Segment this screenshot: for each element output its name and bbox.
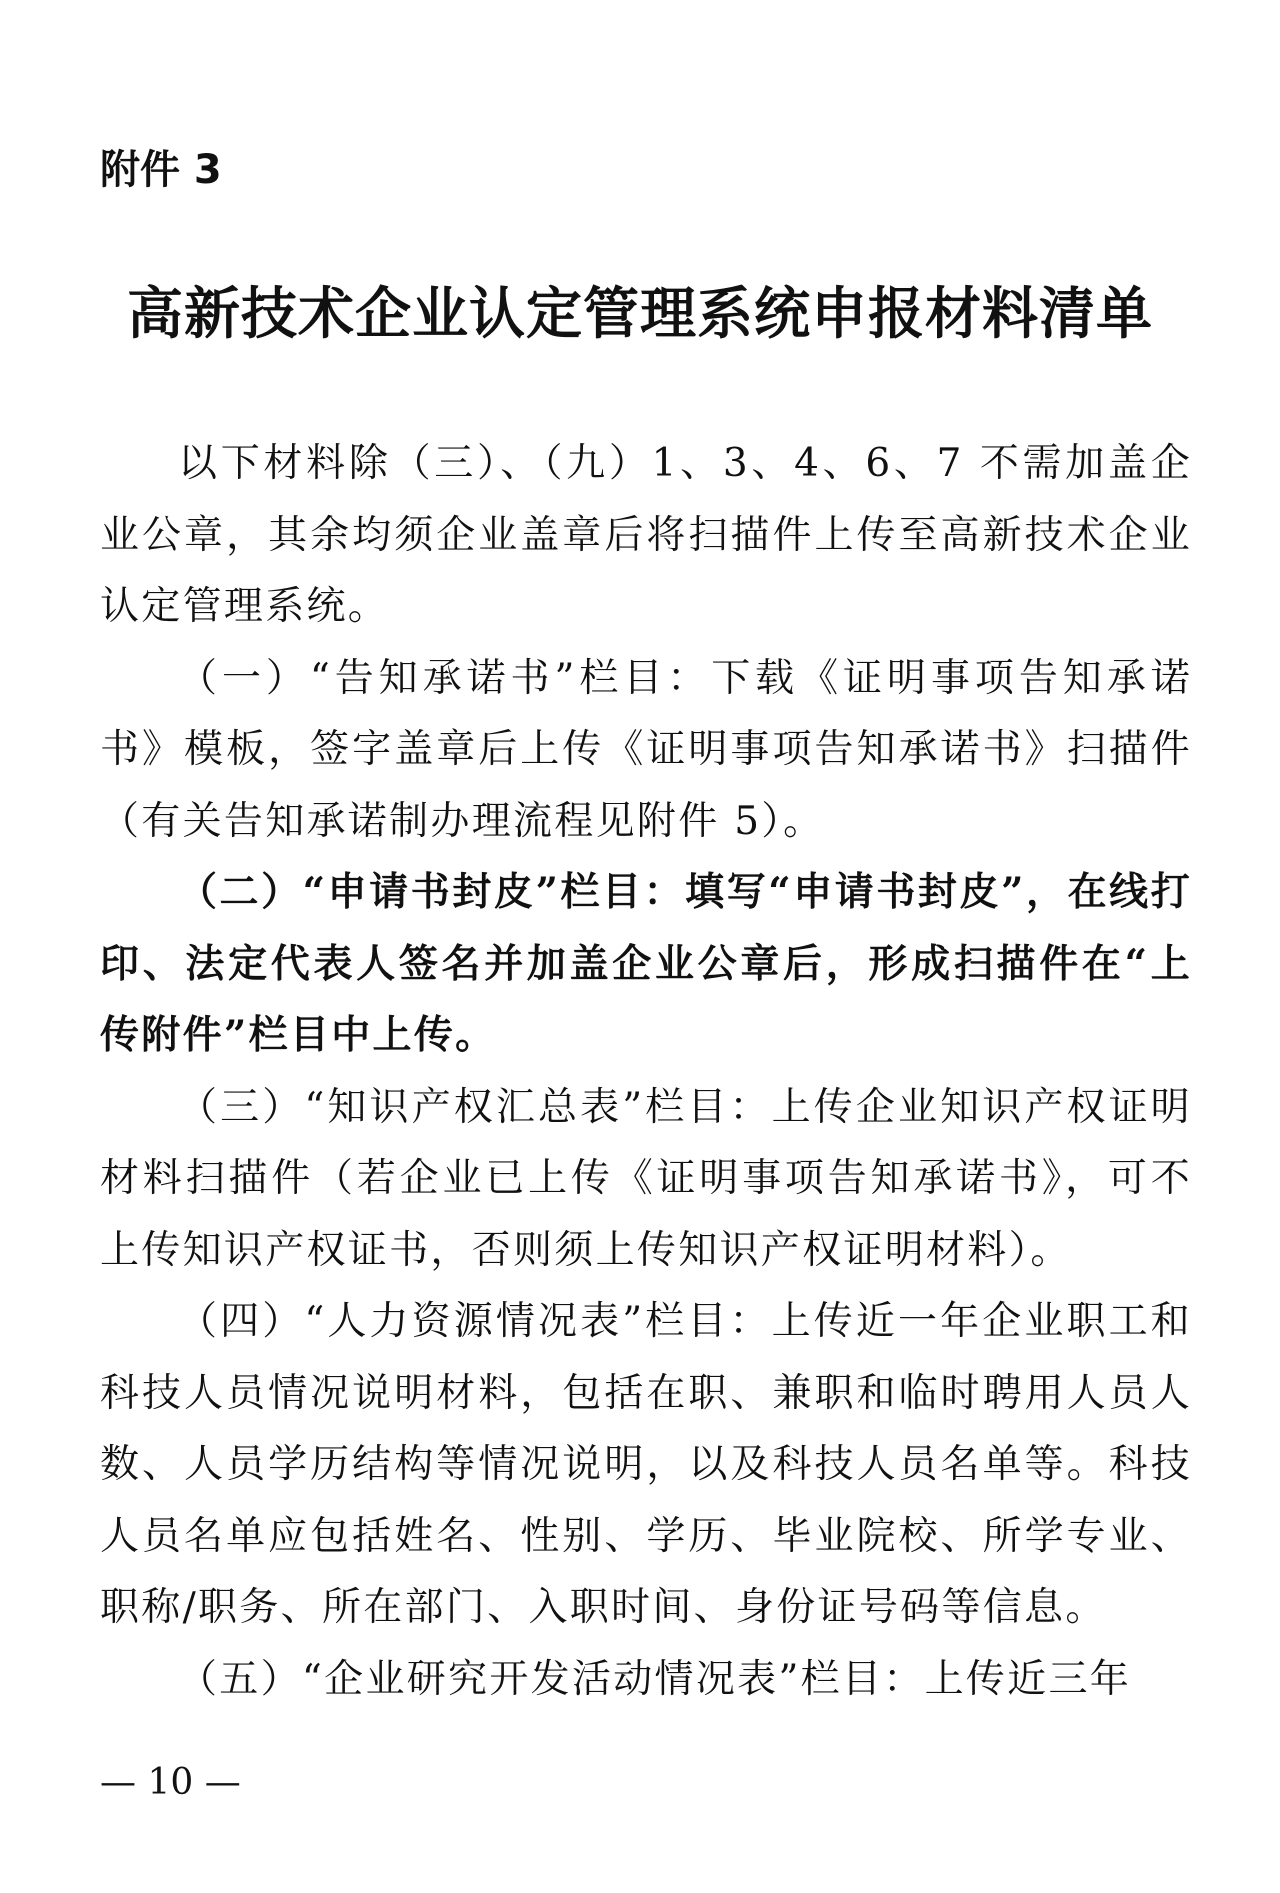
paragraph-item-3: （三）“知识产权汇总表”栏目：上传企业知识产权证明材料扫描件（若企业已上传《证明事项告知承诺书》，可不上传知识产权证书，否则须上传知识产权证明材料）。 <box>100 1084 1192 1273</box>
document-title: 高新技术企业认定管理系统申报材料清单 <box>127 282 1153 347</box>
paragraph-item-2: （二）“申请书封皮”栏目：填写“申请书封皮”，在线打印、法定代表人签名并加盖企业公章后，形成扫描件在“上传附件”栏目中上传。 <box>100 869 1192 1058</box>
page-number: — 10 — <box>100 1762 241 1803</box>
paragraph-item-1: （一）“告知承诺书”栏目：下载《证明事项告知承诺书》模板，签字盖章后上传《证明事项告知承诺书》扫描件（有关告知承诺制办理流程见附件 5）。 <box>100 655 1192 844</box>
document-body <box>100 428 1192 1715</box>
paragraph-item-5: （五）“企业研究开发活动情况表”栏目：上传近三年 <box>178 1656 1132 1702</box>
paragraph-intro: 以下材料除（三）、（九）1、3、4、6、7 不需加盖企业公章，其余均须企业盖章后将扫描件上传至高新技术企业认定管理系统。 <box>100 441 1192 629</box>
paragraph-item-4: （四）“人力资源情况表”栏目：上传近一年企业职工和科技人员情况说明材料，包括在职、兼职和临时聘用人员人数、人员学历结构等情况说明，以及科技人员名单等。科技人员名单应包括姓名、性别、学历、毕业院校、所学专业、职称/职务、所在部门、入职时间、身份证号码等信息。 <box>100 1299 1192 1630</box>
attachment-label: 附件 3 <box>100 147 222 193</box>
